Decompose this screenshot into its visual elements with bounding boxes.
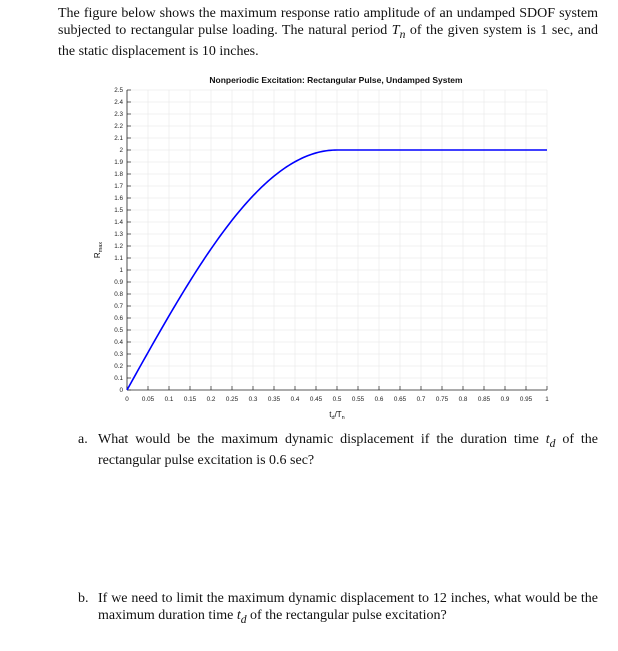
y-tick-label: 0.6 — [114, 315, 123, 323]
x-tick-label: 0.4 — [290, 396, 300, 403]
x-tick-label: 0.45 — [309, 396, 323, 403]
x-axis-label: $t_d/T_n$ — [329, 410, 345, 421]
y-tick-label: 0.8 — [114, 291, 123, 299]
y-tick-label: 1.6 — [114, 195, 123, 203]
y-tick-label: 2.3 — [114, 111, 123, 119]
duration-symbol: t — [236, 608, 241, 623]
y-tick-label: 1.3 — [114, 231, 123, 239]
question-a-text: What would be the maximum dynamic displacement if the duration time $t_d$ of the rectangular pulse excitation is 0.6 sec? — [98, 432, 599, 468]
y-tick-label: 2.1 — [114, 135, 123, 143]
y-tick-label: 0.2 — [114, 363, 123, 371]
question-b-text: If we need to limit the maximum dynamic displacement to 12 inches, what would be the maximum duration time $t_d$ of the rectangular pulse excitation? — [98, 591, 598, 626]
y-tick-label: 1.2 — [114, 243, 123, 251]
duration-symbol: t — [545, 432, 550, 447]
x-tick-label: 0.7 — [416, 396, 426, 403]
intro-text-2: of the given system is 1 sec, and the static displacement is 10 inches. — [58, 23, 598, 59]
y-tick-label: 0.4 — [114, 339, 123, 347]
x-tick-label: 1 — [545, 396, 549, 403]
x-tick-label: 0.25 — [225, 396, 239, 403]
grid-lines — [127, 90, 547, 390]
y-tick-label: 0.9 — [114, 279, 123, 287]
problem-statement — [58, 5, 598, 60]
y-tick-label: 1.9 — [114, 159, 123, 167]
response-ratio-chart — [90, 70, 560, 430]
y-tick-label: 2.2 — [114, 123, 123, 131]
y-tick-label: 1 — [119, 267, 123, 275]
chart-title: Nonperiodic Excitation: Rectangular Pulse, Undamped System — [209, 75, 463, 85]
duration-subscript: d — [549, 436, 556, 450]
natural-period-symbol: T — [391, 23, 400, 38]
x-tick-label: 0.1 — [164, 396, 174, 403]
duration-subscript: d — [240, 612, 247, 626]
x-tick-label: 0.85 — [477, 396, 491, 403]
y-tick-label: 1.4 — [114, 219, 123, 227]
y-tick-label: 2.4 — [114, 99, 123, 107]
y-tick-label: 0.1 — [114, 375, 123, 383]
natural-period-subscript: n — [399, 27, 406, 41]
intro-text-1: The figure below shows the maximum response ratio amplitude of an undamped SDOF system subjected to rectangular pulse loading. The natural period — [58, 6, 598, 38]
y-tick-label: 0.5 — [114, 327, 123, 335]
y-axis-label: $R_{max}$ — [93, 241, 104, 259]
x-tick-label: 0.9 — [500, 396, 510, 403]
y-tick-label: 1.7 — [114, 183, 123, 191]
x-tick-label: 0.15 — [183, 396, 197, 403]
x-tick-label: 0.6 — [374, 396, 384, 403]
x-tick-label: 0.3 — [248, 396, 258, 403]
x-tick-label: 0.2 — [206, 396, 216, 403]
y-tick-label: 0.7 — [114, 303, 123, 311]
x-tick-label: 0.05 — [141, 396, 155, 403]
y-tick-label: 1.1 — [114, 255, 123, 263]
x-tick-label: 0.95 — [519, 396, 533, 403]
x-tick-label: 0.8 — [458, 396, 468, 403]
x-tick-label: 0.75 — [435, 396, 449, 403]
y-tick-label: 2.5 — [114, 87, 123, 95]
x-tick-label: 0.5 — [332, 396, 342, 403]
y-tick-label: 1.8 — [114, 171, 123, 179]
y-tick-label: 2 — [119, 147, 123, 155]
y-tick-label: 0 — [119, 387, 123, 395]
y-tick-label: 1.5 — [114, 207, 123, 215]
y-tick-label: 0.3 — [114, 351, 123, 359]
x-tick-label: 0.55 — [351, 396, 365, 403]
x-tick-label: 0 — [125, 396, 129, 403]
x-tick-label: 0.35 — [267, 396, 281, 403]
question-a-label: a. — [78, 432, 88, 447]
question-b-label: b. — [78, 591, 89, 606]
x-tick-label: 0.65 — [393, 396, 407, 403]
